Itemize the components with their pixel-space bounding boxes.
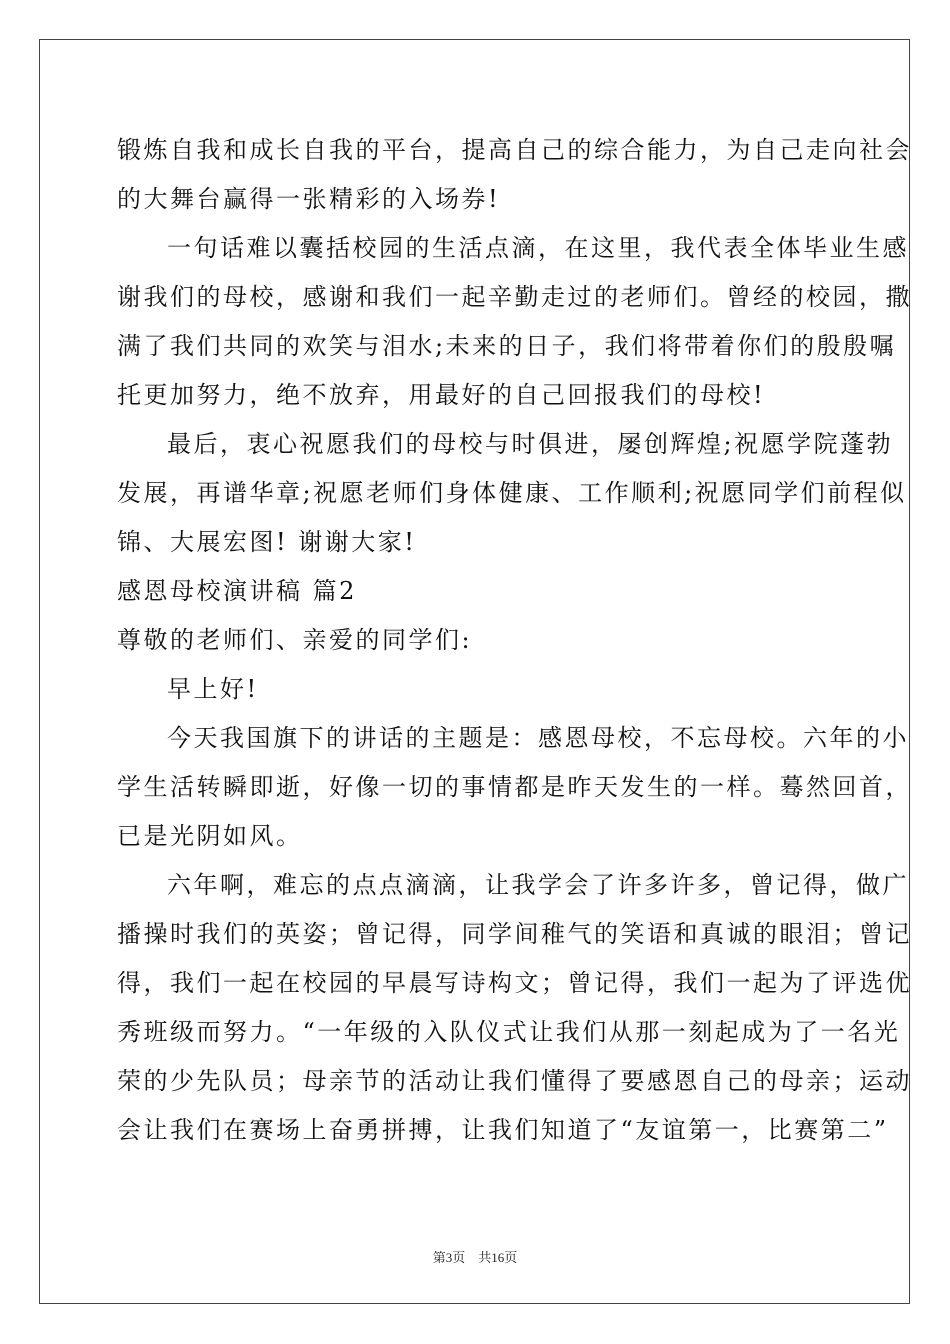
text-line: 的大舞台赢得一张精彩的入场券! (117, 185, 501, 213)
greeting: 早上好! (167, 675, 259, 703)
text-line: 谢我们的母校，感谢和我们一起辛勤走过的老师们。曾经的校园，撒 (117, 283, 912, 311)
text-line: 学生活转瞬即逝，好像一切的事情都是昨天发生的一样。蓦然回首， (117, 773, 912, 801)
text-line: 锻炼自我和成长自我的平台，提高自己的综合能力，为自己走向社会 (117, 136, 912, 164)
paragraph-start: 最后，衷心祝愿我们的母校与时俱进，屡创辉煌;祝愿学院蓬勃 (167, 430, 894, 458)
text-line: 锦、大展宏图! 谢谢大家! (117, 528, 417, 556)
paragraph-start: 一句话难以囊括校园的生活点滴，在这里，我代表全体毕业生感 (167, 234, 909, 262)
text-line: 发展，再谱华章;祝愿老师们身体健康、工作顺利;祝愿同学们前程似 (117, 479, 907, 507)
text-line: 满了我们共同的欢笑与泪水;未来的日子，我们将带着你们的殷殷嘱 (117, 332, 897, 360)
text-line: 秀班级而努力。“一年级的入队仪式让我们从那一刻起成为了一名光 (117, 1018, 901, 1046)
paragraph-start: 今天我国旗下的讲话的主题是：感恩母校，不忘母校。六年的小 (167, 724, 909, 752)
salutation: 尊敬的老师们、亲爱的同学们: (117, 626, 473, 654)
text-line: 播操时我们的英姿；曾记得，同学间稚气的笑语和真诚的眼泪；曾记 (117, 920, 912, 948)
text-line: 荣的少先队员；母亲节的活动让我们懂得了要感恩自己的母亲；运动 (117, 1067, 912, 1095)
document-body (117, 126, 912, 1155)
text-line: 托更加努力，绝不放弃，用最好的自己回报我们的母校! (117, 381, 766, 409)
text-line: 会让我们在赛场上奋勇拼搏，让我们知道了“友谊第一，比赛第二” (117, 1116, 889, 1144)
text-line: 得，我们一起在校园的早晨写诗构文；曾记得，我们一起为了评选优 (117, 969, 912, 997)
section-heading: 感恩母校演讲稿 篇2 (117, 577, 357, 605)
paragraph-start: 六年啊，难忘的点点滴滴，让我学会了许多许多，曾记得，做广 (167, 871, 909, 899)
text-line: 已是光阴如风。 (117, 822, 303, 850)
page-footer: 第3页 共16页 (432, 1250, 518, 1265)
